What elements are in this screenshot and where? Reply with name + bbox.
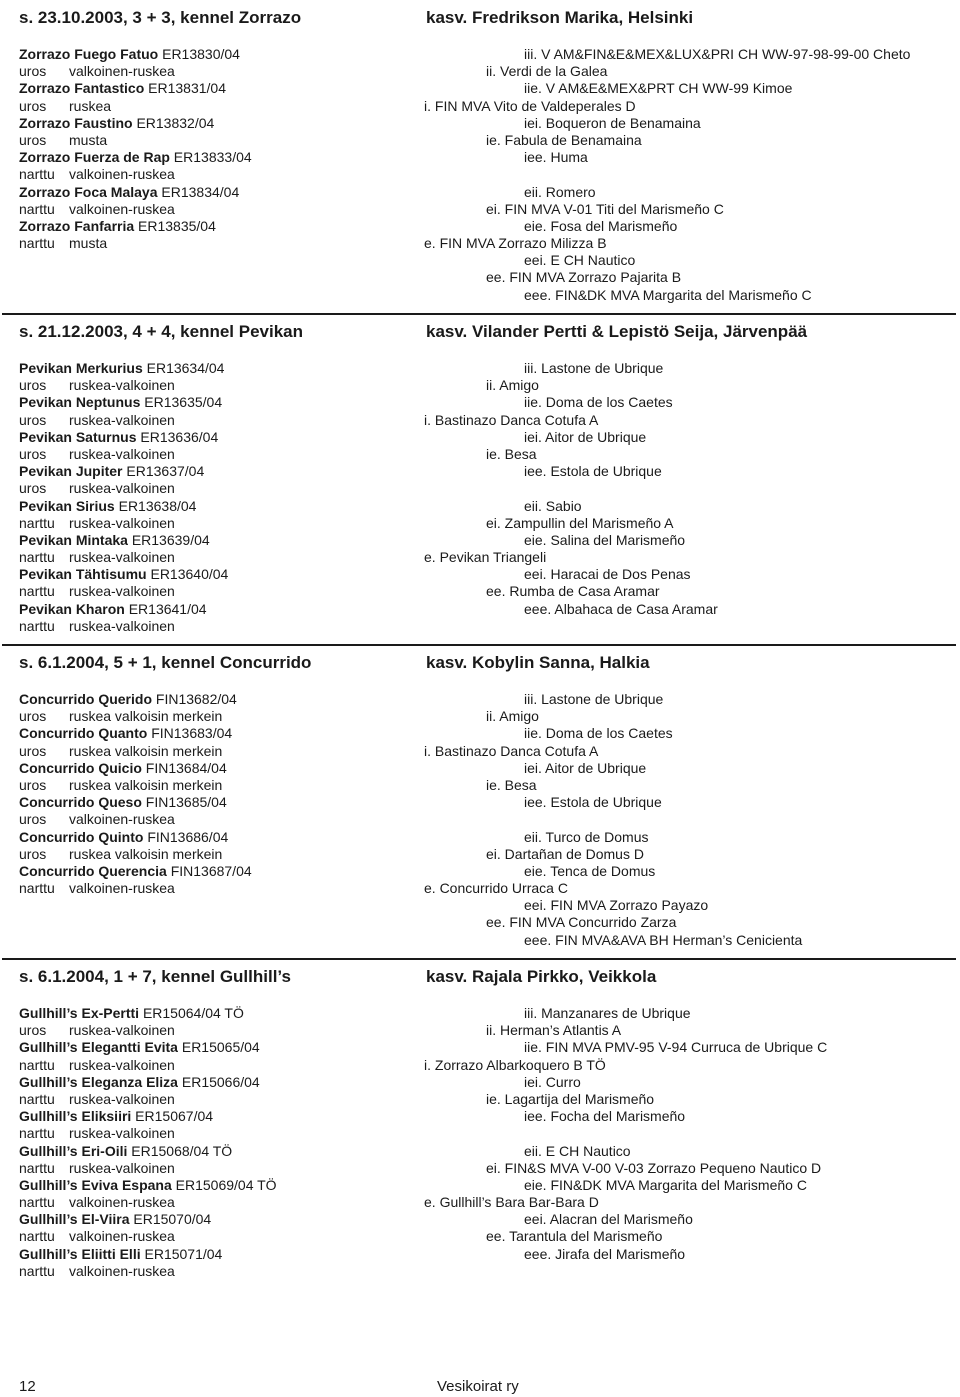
pedigree-entry: i. Zorrazo Albarkoquero B TÖ — [424, 1056, 606, 1073]
puppy-registration: FIN13684/04 — [141, 759, 227, 776]
puppy-color: ruskea valkoisin merkein — [69, 708, 223, 725]
puppy-sex: uros — [19, 811, 47, 828]
puppy-color: ruskea — [69, 97, 112, 114]
puppy-color: valkoinen-ruskea — [69, 63, 175, 80]
puppy-name-row — [19, 463, 228, 480]
pedigree-entry — [424, 480, 718, 497]
puppy-name-row — [19, 1211, 277, 1228]
puppy-registration: FIN13686/04 — [143, 828, 229, 845]
puppy-color: ruskea-valkoinen — [69, 549, 175, 566]
puppy-name-row — [19, 691, 252, 708]
puppy-sex: uros — [19, 411, 47, 428]
puppy-sex: uros — [19, 1022, 47, 1039]
puppy-registration: ER13832/04 — [132, 114, 215, 131]
puppy-sex-color-row — [19, 1228, 277, 1245]
puppy-registration: ER13830/04 — [158, 46, 240, 62]
pedigree-entry: eee. FIN MVA&AVA BH Herman’s Cenicienta — [524, 931, 803, 948]
pedigree-entry: eie. Tenca de Domus — [524, 862, 656, 879]
pedigree-entry: eie. Fosa del Marismeño — [524, 217, 678, 234]
pedigree-list — [424, 1005, 827, 1263]
puppy-registration: FIN13682/04 — [152, 691, 237, 707]
pedigree-entry: eei. Haracai de Dos Penas — [524, 566, 691, 583]
pedigree-entry: iee. Estola de Ubrique — [524, 794, 662, 811]
puppy-name: Gullhill’s El-Viira — [19, 1211, 130, 1228]
puppy-registration: ER13831/04 — [144, 80, 226, 97]
puppy-name: Gullhill’s Elegantti Evita — [19, 1039, 178, 1056]
puppy-sex: narttu — [19, 617, 55, 634]
pedigree-entry: ie. Fabula de Benamaina — [486, 131, 642, 148]
pedigree-entry — [424, 1125, 827, 1142]
puppy-registration: ER13639/04 — [127, 531, 210, 548]
pedigree-list — [424, 46, 910, 304]
puppy-sex-color-row — [19, 708, 252, 725]
puppy-color: ruskea-valkoinen — [69, 617, 175, 634]
puppy-sex: narttu — [19, 514, 55, 531]
puppy-name: Zorrazo Fanfarria — [19, 217, 135, 234]
puppy-sex-color-row — [19, 1091, 277, 1108]
puppy-name: Gullhill’s Eri-Oili — [19, 1142, 128, 1159]
pedigree-entry: iie. Doma de los Caetes — [524, 725, 673, 742]
puppy-name: Pevikan Sirius — [19, 497, 115, 514]
puppy-name: Gullhill’s Ex-Pertti — [19, 1005, 140, 1021]
puppy-sex-color-row — [19, 1263, 277, 1280]
pedigree-entry: iie. FIN MVA PMV-95 V-94 Curruca de Ubrique C — [524, 1039, 828, 1056]
puppy-sex: narttu — [19, 1262, 55, 1279]
puppy-color: ruskea-valkoinen — [69, 1022, 175, 1039]
pedigree-entry: iee. Focha del Marismeño — [524, 1108, 686, 1125]
puppy-registration: FIN13687/04 — [166, 862, 252, 879]
pedigree-entry: i. FIN MVA Vito de Valdeperales D — [424, 97, 636, 114]
puppy-list — [19, 46, 252, 252]
puppy-registration: ER13641/04 — [124, 600, 207, 617]
litter-header: s. 6.1.2004, 5 + 1, kennel Concurrido — [19, 653, 312, 672]
puppy-registration: ER15064/04 TÖ — [139, 1005, 244, 1021]
pedigree-entry: ii. Verdi de la Galea — [486, 63, 608, 80]
puppy-sex: narttu — [19, 1056, 55, 1073]
puppy-sex: narttu — [19, 1090, 55, 1107]
puppy-sex: narttu — [19, 1125, 55, 1142]
puppy-color: ruskea-valkoinen — [69, 1125, 175, 1142]
puppy-registration: ER13635/04 — [140, 394, 223, 411]
pedigree-entry: eie. FIN&DK MVA Margarita del Marismeño C — [524, 1176, 807, 1193]
pedigree-entry: iei. Aitor de Ubrique — [524, 759, 647, 776]
pedigree-entry: ii. Amigo — [486, 377, 539, 394]
puppy-name: Gullhill’s Eviva Espana — [19, 1176, 172, 1193]
puppy-sex: narttu — [19, 549, 55, 566]
publication-name: Vesikoirat ry — [437, 1378, 519, 1395]
puppy-color: ruskea valkoisin merkein — [69, 845, 223, 862]
puppy-registration: ER13636/04 — [136, 428, 219, 445]
puppy-sex-color-row — [19, 446, 228, 463]
puppy-sex: uros — [19, 445, 47, 462]
puppy-name: Concurrido Quicio — [19, 759, 142, 776]
puppy-name-row — [19, 760, 252, 777]
puppy-sex-color-row — [19, 811, 252, 828]
pedigree-entry: ee. FIN MVA Concurrido Zarza — [486, 914, 677, 931]
pedigree-entry: eii. E CH Nautico — [524, 1142, 631, 1159]
puppy-name-row — [19, 863, 252, 880]
puppy-name-row — [19, 218, 252, 235]
puppy-name: Pevikan Saturnus — [19, 428, 137, 445]
puppy-color: musta — [69, 235, 108, 252]
puppy-color: valkoinen-ruskea — [69, 200, 175, 217]
puppy-sex-color-row — [19, 132, 252, 149]
breeder-header: kasv. Kobylin Sanna, Halkia — [426, 653, 650, 672]
pedigree-entry: iii. Manzanares de Ubrique — [524, 1005, 691, 1021]
puppy-name-row — [19, 566, 228, 583]
litter-header: s. 6.1.2004, 1 + 7, kennel Gullhill’s — [19, 967, 291, 986]
puppy-color: ruskea-valkoinen — [69, 377, 175, 394]
puppy-name-row — [19, 1143, 277, 1160]
puppy-name: Concurrido Querencia — [19, 862, 167, 879]
puppy-sex-color-row — [19, 880, 252, 897]
puppy-name: Zorrazo Foca Malaya — [19, 183, 158, 200]
puppy-sex-color-row — [19, 98, 252, 115]
pedigree-entry: iii. V AM&FIN&E&MEX&LUX&PRI CH WW-97-98-99-00 Cheto — [524, 46, 911, 62]
puppy-name-row — [19, 498, 228, 515]
puppy-name: Concurrido Quanto — [19, 725, 148, 742]
litter-header: s. 21.12.2003, 4 + 4, kennel Pevikan — [19, 322, 304, 341]
puppy-sex: uros — [19, 97, 47, 114]
litter-header: s. 23.10.2003, 3 + 3, kennel Zorrazo — [19, 8, 302, 27]
pedigree-entry: eee. Jirafa del Marismeño — [524, 1245, 686, 1262]
puppy-sex-color-row — [19, 1194, 277, 1211]
puppy-name-row — [19, 360, 228, 377]
pedigree-entry: ei. FIN&S MVA V-00 V-03 Zorrazo Pequeno Nautico D — [486, 1159, 822, 1176]
puppy-name-row — [19, 149, 252, 166]
puppy-name-row — [19, 1074, 277, 1091]
puppy-name: Pevikan Kharon — [19, 600, 125, 617]
puppy-color: ruskea-valkoinen — [69, 480, 175, 497]
puppy-color: valkoinen-ruskea — [69, 1262, 175, 1279]
puppy-registration: ER15070/04 — [129, 1211, 212, 1228]
puppy-name: Zorrazo Fuego Fatuo — [19, 46, 159, 62]
pedigree-entry: i. Bastinazo Danca Cotufa A — [424, 411, 599, 428]
puppy-name-row — [19, 80, 252, 97]
puppy-name: Pevikan Tähtisumu — [19, 566, 147, 583]
puppy-color: ruskea valkoisin merkein — [69, 742, 223, 759]
puppy-color: ruskea valkoisin merkein — [69, 776, 223, 793]
puppy-name: Pevikan Jupiter — [19, 463, 123, 480]
section-divider — [2, 644, 956, 646]
puppy-sex-color-row — [19, 377, 228, 394]
puppy-list — [19, 691, 252, 897]
breeder-header: kasv. Rajala Pirkko, Veikkola — [426, 967, 657, 986]
puppy-sex-color-row — [19, 583, 228, 600]
puppy-name: Gullhill’s Eliksiiri — [19, 1108, 132, 1125]
pedigree-list — [424, 691, 802, 949]
puppy-color: valkoinen-ruskea — [69, 811, 175, 828]
puppy-sex-color-row — [19, 846, 252, 863]
pedigree-entry — [424, 811, 802, 828]
puppy-sex-color-row — [19, 235, 252, 252]
puppy-sex: narttu — [19, 1159, 55, 1176]
pedigree-entry: ee. Rumba de Casa Aramar — [486, 583, 660, 600]
puppy-sex: uros — [19, 480, 47, 497]
puppy-sex-color-row — [19, 549, 228, 566]
puppy-name-row — [19, 601, 228, 618]
puppy-registration: ER13833/04 — [169, 149, 252, 166]
pedigree-entry: eee. FIN&DK MVA Margarita del Marismeño C — [524, 286, 812, 303]
puppy-name-row — [19, 794, 252, 811]
pedigree-entry: ie. Lagartija del Marismeño — [486, 1090, 655, 1107]
puppy-color: ruskea-valkoinen — [69, 583, 175, 600]
puppy-name: Pevikan Neptunus — [19, 394, 141, 411]
puppy-sex: uros — [19, 708, 47, 725]
pedigree-entry: iii. Lastone de Ubrique — [524, 360, 664, 376]
pedigree-entry: iei. Aitor de Ubrique — [524, 428, 647, 445]
puppy-sex: narttu — [19, 235, 55, 252]
puppy-name-row — [19, 184, 252, 201]
puppy-name-row — [19, 725, 252, 742]
puppy-name-row — [19, 394, 228, 411]
puppy-name-row — [19, 1005, 277, 1022]
puppy-color: ruskea-valkoinen — [69, 1090, 175, 1107]
puppy-registration: ER13835/04 — [134, 217, 216, 234]
pedigree-entry: iee. Estola de Ubrique — [524, 463, 662, 480]
puppy-name: Concurrido Quinto — [19, 828, 144, 845]
page-number: 12 — [19, 1378, 36, 1395]
puppy-registration: ER15066/04 — [177, 1073, 260, 1090]
puppy-sex-color-row — [19, 201, 252, 218]
puppy-name-row — [19, 115, 252, 132]
puppy-color: ruskea-valkoinen — [69, 1056, 175, 1073]
pedigree-entry: ei. Zampullin del Marismeño A — [486, 514, 674, 531]
puppy-sex-color-row — [19, 63, 252, 80]
pedigree-entry: e. FIN MVA Zorrazo Milizza B — [424, 235, 607, 252]
pedigree-entry: iee. Huma — [524, 149, 588, 166]
pedigree-entry: ee. FIN MVA Zorrazo Pajarita B — [486, 269, 682, 286]
pedigree-entry: eii. Romero — [524, 183, 596, 200]
puppy-registration: ER13634/04 — [142, 360, 225, 376]
puppy-sex: narttu — [19, 583, 55, 600]
puppy-sex: uros — [19, 742, 47, 759]
pedigree-entry: iie. V AM&E&MEX&PRT CH WW-99 Kimoe — [524, 80, 793, 97]
puppy-name: Concurrido Querido — [19, 691, 152, 707]
pedigree-entry: eei. Alacran del Marismeño — [524, 1211, 693, 1228]
puppy-name: Gullhill’s Eliitti Elli — [19, 1245, 141, 1262]
puppy-registration: ER15069/04 TÖ — [171, 1176, 277, 1193]
puppy-name: Concurrido Queso — [19, 794, 142, 811]
pedigree-entry: i. Bastinazo Danca Cotufa A — [424, 742, 599, 759]
pedigree-entry — [424, 166, 910, 183]
puppy-sex: uros — [19, 63, 47, 80]
pedigree-entry: ie. Besa — [486, 445, 537, 462]
puppy-registration: FIN13683/04 — [147, 725, 233, 742]
pedigree-entry: ee. Tarantula del Marismeño — [486, 1228, 663, 1245]
puppy-sex-color-row — [19, 1022, 277, 1039]
puppy-name-row — [19, 1246, 277, 1263]
section-divider — [2, 313, 956, 315]
puppy-sex-color-row — [19, 1057, 277, 1074]
pedigree-entry: eii. Sabio — [524, 497, 582, 514]
pedigree-entry: iei. Curro — [524, 1073, 581, 1090]
pedigree-entry: iei. Boqueron de Benamaina — [524, 114, 701, 131]
puppy-sex-color-row — [19, 1160, 277, 1177]
pedigree-entry: eee. Albahaca de Casa Aramar — [524, 600, 718, 617]
puppy-sex: uros — [19, 377, 47, 394]
puppy-registration: ER13638/04 — [114, 497, 197, 514]
puppy-name: Pevikan Merkurius — [19, 360, 143, 376]
puppy-registration: ER13637/04 — [122, 463, 205, 480]
puppy-registration: ER15068/04 TÖ — [127, 1142, 233, 1159]
pedigree-entry: ii. Herman’s Atlantis A — [486, 1022, 622, 1039]
puppy-sex-color-row — [19, 412, 228, 429]
puppy-sex: narttu — [19, 1194, 55, 1211]
puppy-sex: narttu — [19, 880, 55, 897]
puppy-sex-color-row — [19, 480, 228, 497]
puppy-registration: FIN13685/04 — [141, 794, 227, 811]
pedigree-entry: e. Pevikan Triangeli — [424, 549, 547, 566]
puppy-color: ruskea-valkoinen — [69, 411, 175, 428]
puppy-color: valkoinen-ruskea — [69, 1194, 175, 1211]
puppy-color: valkoinen-ruskea — [69, 166, 175, 183]
pedigree-entry: eie. Salina del Marismeño — [524, 531, 686, 548]
puppy-name: Zorrazo Fuerza de Rap — [19, 149, 170, 166]
puppy-color: valkoinen-ruskea — [69, 1228, 175, 1245]
puppy-color: musta — [69, 131, 108, 148]
pedigree-entry: ii. Amigo — [486, 708, 539, 725]
pedigree-entry: e. Gullhill’s Bara Bar-Bara D — [424, 1194, 599, 1211]
puppy-sex-color-row — [19, 618, 228, 635]
puppy-color: ruskea-valkoinen — [69, 445, 175, 462]
breeder-header: kasv. Vilander Pertti & Lepistö Seija, Järvenpää — [426, 322, 808, 341]
puppy-sex-color-row — [19, 1125, 277, 1142]
pedigree-entry: iie. Doma de los Caetes — [524, 394, 673, 411]
puppy-name: Zorrazo Fantastico — [19, 80, 145, 97]
puppy-sex: uros — [19, 776, 47, 793]
puppy-name-row — [19, 532, 228, 549]
puppy-sex-color-row — [19, 166, 252, 183]
puppy-name: Gullhill’s Eleganza Eliza — [19, 1073, 178, 1090]
pedigree-entry: eei. E CH Nautico — [524, 252, 636, 269]
puppy-color: ruskea-valkoinen — [69, 1159, 175, 1176]
puppy-sex: narttu — [19, 1228, 55, 1245]
puppy-registration: ER13640/04 — [146, 566, 229, 583]
puppy-name-row — [19, 429, 228, 446]
pedigree-entry: iii. Lastone de Ubrique — [524, 691, 664, 707]
pedigree-entry: e. Concurrido Urraca C — [424, 880, 568, 897]
puppy-color: valkoinen-ruskea — [69, 880, 175, 897]
pedigree-entry: eii. Turco de Domus — [524, 828, 649, 845]
pedigree-entry: eei. FIN MVA Zorrazo Payazo — [524, 897, 709, 914]
pedigree-entry: ei. FIN MVA V-01 Titi del Marismeño C — [486, 200, 724, 217]
pedigree-entry: ie. Besa — [486, 776, 537, 793]
puppy-sex: uros — [19, 845, 47, 862]
puppy-registration: ER13834/04 — [157, 183, 240, 200]
section-divider — [2, 958, 956, 960]
puppy-name: Zorrazo Faustino — [19, 114, 133, 131]
breeder-header: kasv. Fredrikson Marika, Helsinki — [426, 8, 694, 27]
puppy-name-row — [19, 1177, 277, 1194]
puppy-sex-color-row — [19, 777, 252, 794]
pedigree-list — [424, 360, 718, 618]
pedigree-entry: ei. Dartañan de Domus D — [486, 845, 644, 862]
puppy-name: Pevikan Mintaka — [19, 531, 128, 548]
puppy-registration: ER15067/04 — [131, 1108, 214, 1125]
puppy-sex: narttu — [19, 200, 55, 217]
puppy-sex: narttu — [19, 166, 55, 183]
puppy-name-row — [19, 829, 252, 846]
puppy-list — [19, 1005, 277, 1280]
puppy-color: ruskea-valkoinen — [69, 514, 175, 531]
puppy-registration: ER15065/04 — [177, 1039, 260, 1056]
puppy-registration: ER15071/04 — [140, 1245, 223, 1262]
puppy-name-row — [19, 1039, 277, 1056]
puppy-name-row — [19, 46, 252, 63]
puppy-sex-color-row — [19, 743, 252, 760]
puppy-sex-color-row — [19, 515, 228, 532]
puppy-sex: uros — [19, 131, 47, 148]
puppy-name-row — [19, 1108, 277, 1125]
puppy-list — [19, 360, 228, 635]
